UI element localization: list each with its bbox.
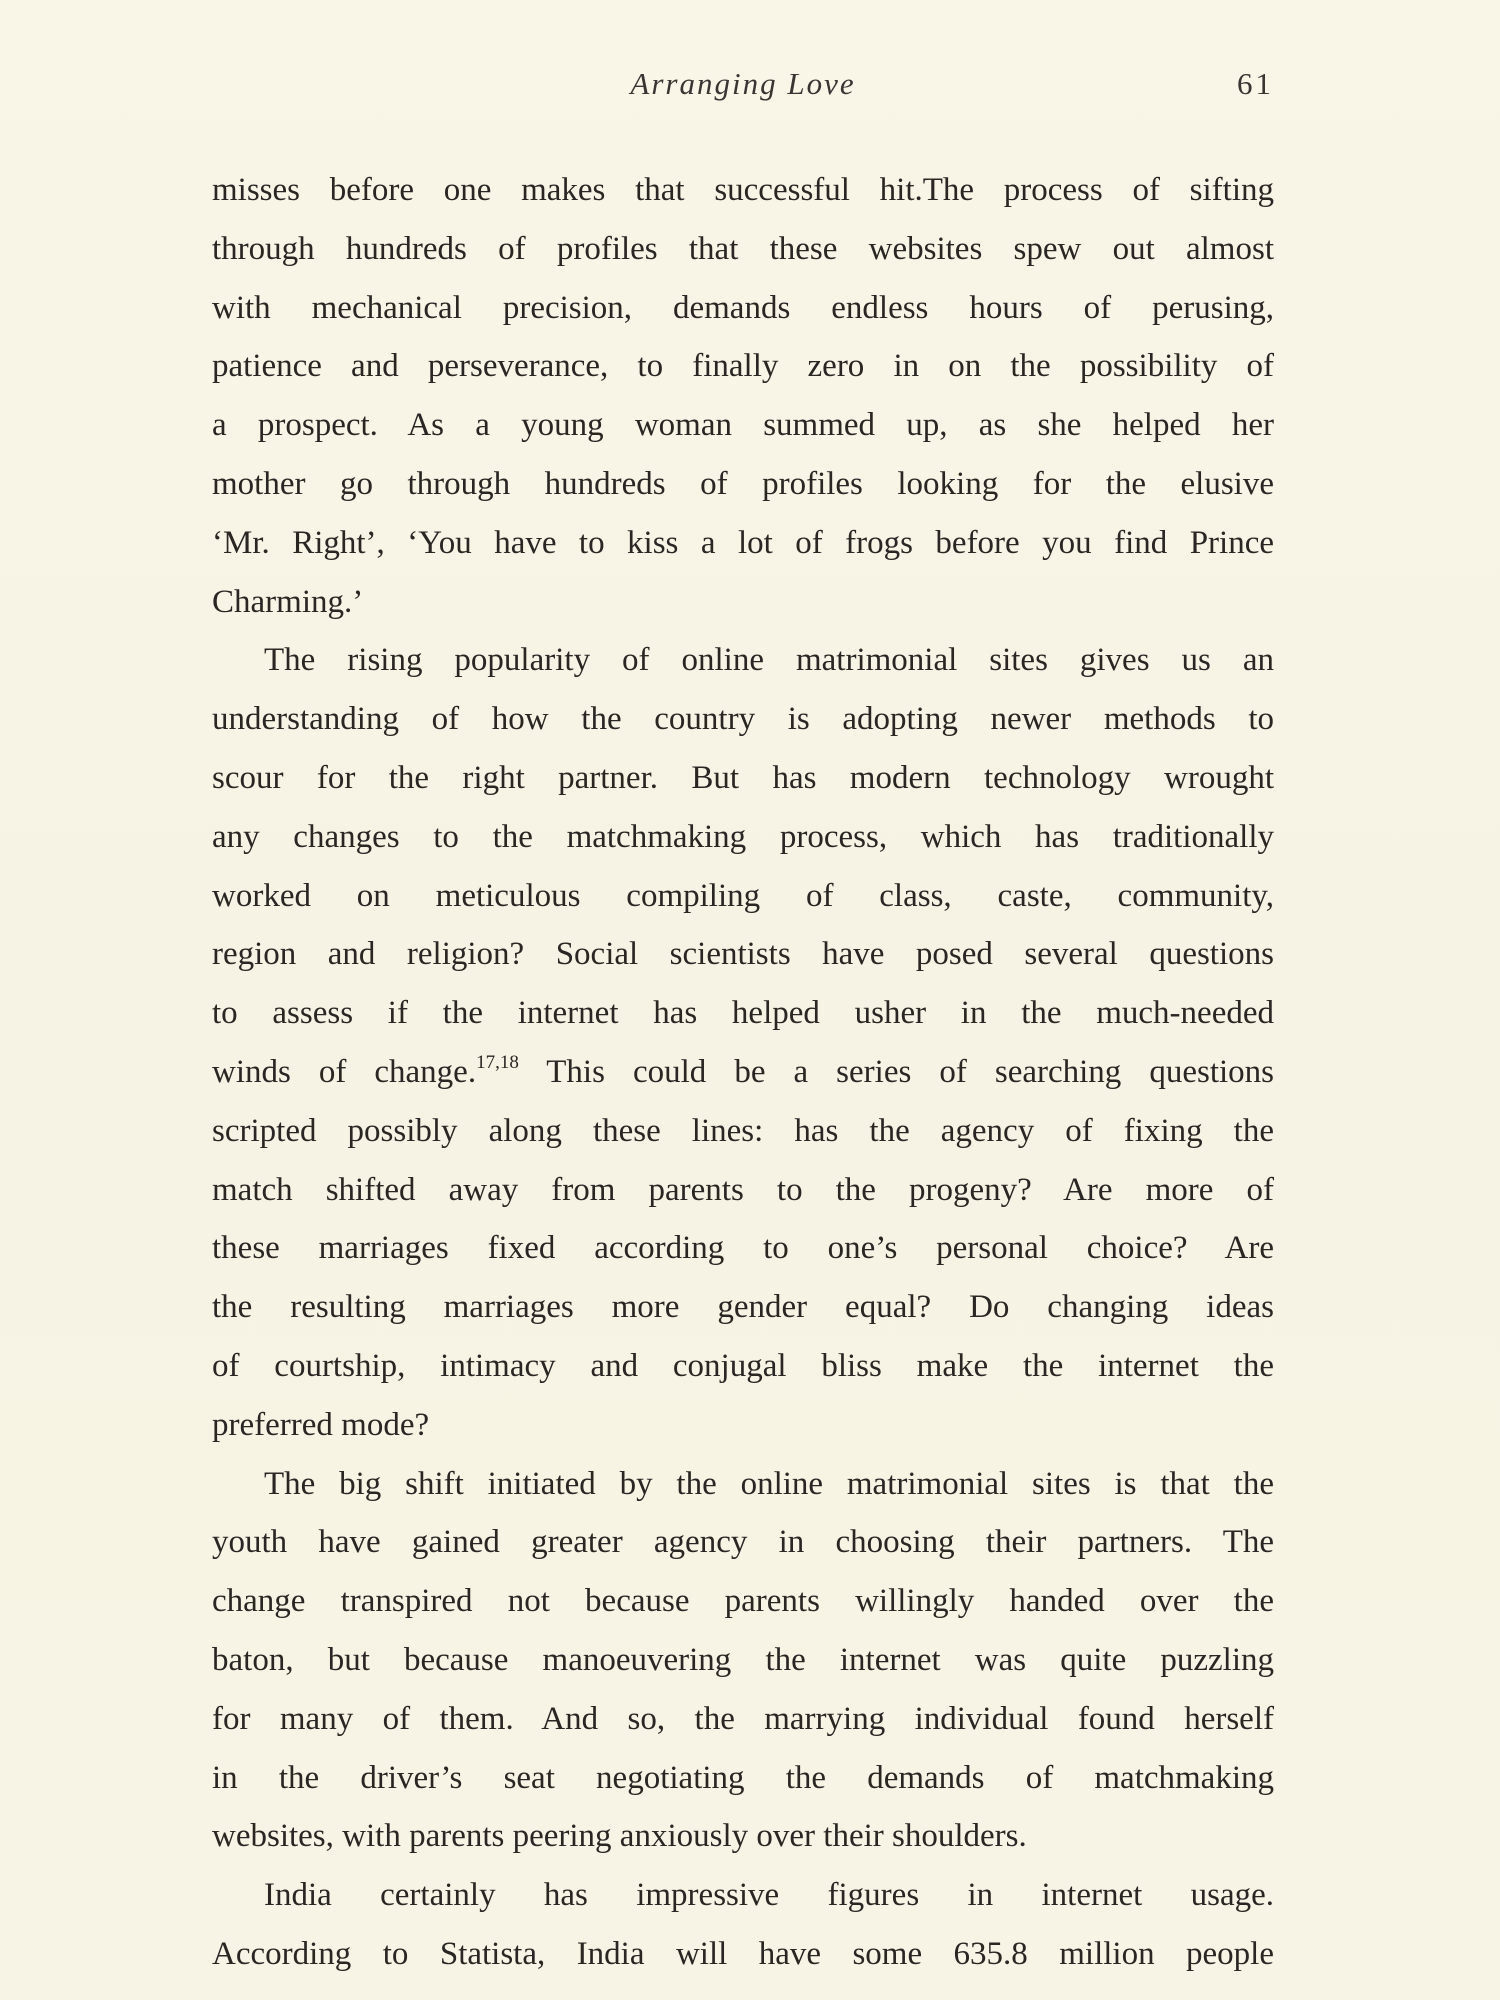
text-line: The big shift initiated by the online matrimonial sites is that the — [264, 1465, 1274, 1502]
text-line: websites, with parents peering anxiously over their shoulders. — [212, 1818, 1027, 1855]
text-line: to assess if the internet has helped usher in the much-needed — [212, 995, 1274, 1032]
text-line: preferred mode? — [212, 1406, 430, 1443]
text-line: through hundreds of profiles that these websites spew out almost — [212, 230, 1274, 267]
text-line: misses before one makes that successful hit.The process of sifting — [212, 172, 1274, 208]
text-line: youth have gained greater agency in choosing their partners. The — [212, 1524, 1274, 1561]
text-line: region and religion? Social scientists have posed several questions — [212, 936, 1274, 973]
text-line: of courtship, intimacy and conjugal bliss make the internet the — [212, 1347, 1274, 1384]
running-head — [212, 62, 1274, 112]
text-line: in the driver’s seat negotiating the demands of matchmaking — [212, 1759, 1274, 1796]
text-line: change transpired not because parents willingly handed over the — [212, 1583, 1274, 1620]
text-line: baton, but because manoeuvering the internet was quite puzzling — [212, 1641, 1274, 1678]
body-text — [212, 161, 1274, 1984]
text-line: India certainly has impressive figures in internet usage. — [264, 1877, 1274, 1914]
footnote-reference[interactable]: 17,18 — [476, 1051, 519, 1073]
text-line: scripted possibly along these lines: has the agency of fixing the — [212, 1112, 1274, 1149]
text-line: understanding of how the country is adopting newer methods to — [212, 701, 1274, 738]
text-line: scour for the right partner. But has modern technology wrought — [212, 759, 1274, 796]
text-line: for many of them. And so, the marrying individual found herself — [212, 1700, 1274, 1737]
text-line-with-footnote — [212, 1043, 1274, 1102]
text-line: these marriages fixed according to one’s personal choice? Are — [212, 1230, 1274, 1267]
page-number: 61 — [1237, 66, 1274, 101]
text-line: ‘Mr. Right’, ‘You have to kiss a lot of frogs before you find Prince — [212, 524, 1274, 561]
text-line: the resulting marriages more gender equal? Do changing ideas — [212, 1289, 1274, 1326]
text-line: worked on meticulous compiling of class, caste, community, — [212, 877, 1274, 914]
line-text: winds of change. — [212, 1053, 477, 1090]
text-line: a prospect. As a young woman summed up, as she helped her — [212, 407, 1274, 444]
text-line: match shifted away from parents to the progeny? Are more of — [212, 1171, 1274, 1208]
running-title: Arranging Love — [630, 66, 856, 101]
text-line: The rising popularity of online matrimonial sites gives us an — [264, 642, 1274, 679]
text-line: According to Statista, India will have some 635.8 million people — [212, 1935, 1274, 1972]
text-line: Charming.’ — [212, 583, 364, 620]
text-line: patience and perseverance, to finally zero in on the possibility of — [212, 348, 1274, 385]
text-line: any changes to the matchmaking process, which has traditionally — [212, 818, 1274, 855]
line-text-after: This could be a series of searching questions — [518, 1053, 1274, 1090]
text-line: with mechanical precision, demands endless hours of perusing, — [212, 289, 1274, 326]
text-line: mother go through hundreds of profiles looking for the elusive — [212, 465, 1274, 502]
